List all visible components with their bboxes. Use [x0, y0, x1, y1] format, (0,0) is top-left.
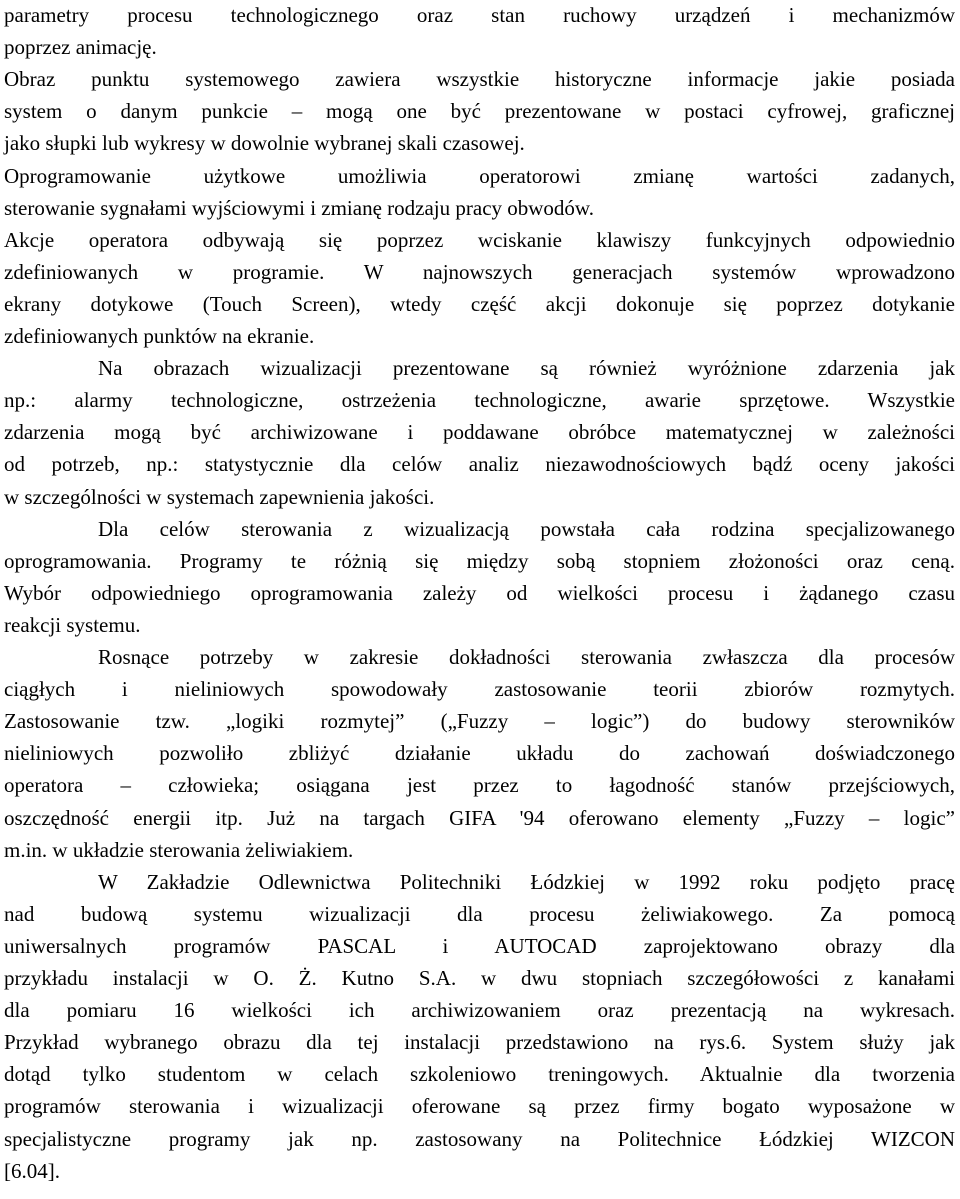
text-line: programów sterowania i wizualizacji oferowane są przez firmy bogato wyposażone w — [4, 1094, 955, 1119]
text-line: zdefiniowanych punktów na ekranie. — [4, 324, 315, 348]
text-line: Rosnące potrzeby w zakresie dokładności sterowania zwłaszcza dla procesów — [98, 645, 955, 669]
text-line: jako słupki lub wykresy w dowolnie wybranej skali czasowej. — [4, 131, 525, 156]
text-line: przykładu instalacji w O. Ż. Kutno S.A. w dwu stopniach szczegółowości z kanałami — [4, 966, 955, 990]
text-line: poprzez animację. — [4, 35, 157, 60]
text-line: nieliniowych pozwoliło zbliżyć działanie układu do zachowań doświadczonego — [4, 741, 955, 766]
text-line: np.: alarmy technologiczne, ostrzeżenia technologiczne, awarie sprzętowe. Wszystkie — [4, 388, 955, 413]
text-line: ekrany dotykowe (Touch Screen), wtedy część akcji dokonuje się poprzez dotykanie — [4, 291, 955, 316]
text-line: dla pomiaru 16 wielkości ich archiwizowaniem oraz prezentacją na wykresach. — [4, 998, 955, 1023]
text-line: oszczędność energii itp. Już na targach GIFA '94 oferowano elementy „Fuzzy – logic” — [4, 805, 955, 830]
text-line: reakcji systemu. — [4, 612, 141, 637]
text-line: Dla celów sterowania z wizualizacją powstała cała rodzina specjalizowanego — [98, 516, 955, 541]
text-line: oprogramowania. Programy te różnią się między sobą stopniem złożoności oraz ceną. — [4, 548, 955, 573]
text-line: od potrzeb, np.: statystycznie dla celów analiz niezawodnościowych bądź oceny jakości — [4, 452, 955, 477]
text-line: zdarzenia mogą być archiwizowane i poddawane obróbce matematycznej w zależności — [4, 420, 955, 445]
text-line: zdefiniowanych w programie. W najnowszych generacjach systemów wprowadzono — [4, 259, 955, 284]
text-line: W Zakładzie Odlewnictwa Politechniki Łódzkiej w 1992 roku podjęto pracę — [98, 869, 955, 894]
text-line: specjalistyczne programy jak np. zastosowany na Politechnice Łódzkiej WIZCON — [4, 1126, 955, 1151]
text-line: Obraz punktu systemowego zawiera wszystkie historyczne informacje jakie posiada — [4, 67, 955, 92]
text-line: nad budową systemu wizualizacji dla procesu żeliwiakowego. Za pomocą — [4, 901, 955, 926]
text-line: m.in. w układzie sterowania żeliwiakiem. — [4, 837, 354, 862]
text-line: Na obrazach wizualizacji prezentowane są również wyróżnione zdarzenia jak — [98, 356, 955, 381]
text-line: system o danym punkcie – mogą one być prezentowane w postaci cyfrowej, graficznej — [4, 99, 955, 124]
text-line: ciągłych i nieliniowych spowodowały zastosowanie teorii zbiorów rozmytych. — [4, 677, 955, 702]
text-line: Oprogramowanie użytkowe umożliwia operatorowi zmianę wartości zadanych, — [4, 163, 955, 188]
text-line: parametry procesu technologicznego oraz stan ruchowy urządzeń i mechanizmów — [4, 3, 955, 27]
text-line: operatora – człowieka; osiągana jest przez to łagodność stanów przejściowych, — [4, 773, 955, 798]
text-line: [6.04]. — [4, 1158, 60, 1183]
text-line: w szczególności w systemach zapewnienia jakości. — [4, 484, 435, 509]
text-line: Wybór odpowiedniego oprogramowania zależy od wielkości procesu i żądanego czasu — [4, 580, 955, 605]
text-line: dotąd tylko studentom w celach szkoleniowo treningowych. Aktualnie dla tworzenia — [4, 1062, 955, 1087]
text-line: uniwersalnych programów PASCAL i AUTOCAD zaprojektowano obrazy dla — [4, 933, 955, 958]
text-line: sterowanie sygnałami wyjściowymi i zmianę rodzaju pracy obwodów. — [4, 195, 594, 220]
text-line: Zastosowanie tzw. „logiki rozmytej” („Fuzzy – logic”) do budowy sterowników — [4, 709, 955, 734]
text-line: Akcje operatora odbywają się poprzez wciskanie klawiszy funkcyjnych odpowiednio — [4, 227, 955, 252]
text-line: Przykład wybranego obrazu dla tej instalacji przedstawiono na rys.6. System służy jak — [4, 1030, 955, 1055]
